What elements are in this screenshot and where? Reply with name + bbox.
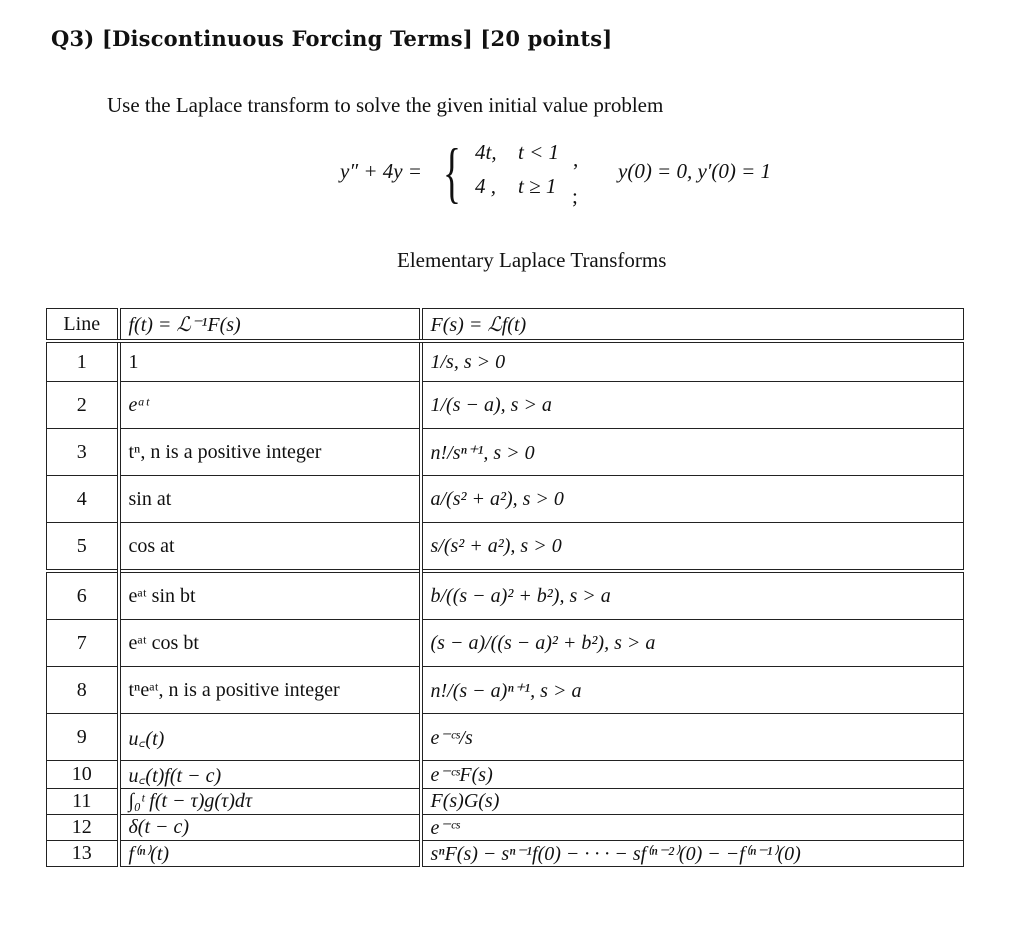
row-f: eᵃᵗ sin bt <box>119 571 421 620</box>
row-f: sin at <box>119 476 421 523</box>
row-line: 2 <box>47 382 119 429</box>
case2-condition: t ≥ 1 <box>518 174 557 198</box>
row-F: n!/(s − a)ⁿ⁺¹, s > a <box>421 667 964 714</box>
table-row <box>47 341 964 382</box>
table-row <box>47 761 964 789</box>
equation-separator: ’ ; <box>572 159 579 208</box>
header-line: Line <box>47 309 119 342</box>
row-F: sⁿF(s) − sⁿ⁻¹f(0) − · · · − sf⁽ⁿ⁻²⁾(0) − −f⁽ⁿ⁻¹⁾(0) <box>421 841 964 867</box>
row-line: 6 <box>47 571 119 620</box>
row-f: tⁿeᵃᵗ, n is a positive integer <box>119 667 421 714</box>
header-F: F(s) = ℒf(t) <box>421 309 964 342</box>
row-F: s/(s² + a²), s > 0 <box>421 523 964 572</box>
row-f: cos at <box>119 523 421 572</box>
row-F: b/((s − a)² + b²), s > a <box>421 571 964 620</box>
row-f: tⁿ, n is a positive integer <box>119 429 421 476</box>
initial-conditions: y(0) = 0, y′(0) = 1 <box>618 159 772 183</box>
row-F: e⁻ᶜˢF(s) <box>421 761 964 789</box>
problem-instruction: Use the Laplace transform to solve the given initial value problem <box>107 93 664 117</box>
case1-value: 4t, <box>475 140 497 164</box>
table-header-row <box>47 309 964 342</box>
table-title: Elementary Laplace Transforms <box>397 248 667 272</box>
row-f: ∫₀ᵗ f(t − τ)g(τ)dτ <box>119 789 421 815</box>
row-F: 1/(s − a), s > a <box>421 382 964 429</box>
row-f: u꜀(t) <box>119 714 421 761</box>
row-line: 8 <box>47 667 119 714</box>
row-line: 5 <box>47 523 119 572</box>
row-f: u꜀(t)f(t − c) <box>119 761 421 789</box>
table-row <box>47 523 964 572</box>
row-line: 7 <box>47 620 119 667</box>
table-row <box>47 841 964 867</box>
question-title: Q3) [Discontinuous Forcing Terms] [20 points] <box>51 26 613 51</box>
row-F: (s − a)/((s − a)² + b²), s > a <box>421 620 964 667</box>
row-line: 9 <box>47 714 119 761</box>
row-F: e⁻ᶜˢ/s <box>421 714 964 761</box>
case1-condition: t < 1 <box>518 140 560 164</box>
table-row <box>47 714 964 761</box>
row-F: n!/sⁿ⁺¹, s > 0 <box>421 429 964 476</box>
left-brace: { <box>443 134 461 210</box>
case2-value: 4 , <box>475 174 496 198</box>
equation-lhs: y″ + 4y = <box>340 159 422 183</box>
table-row <box>47 476 964 523</box>
row-line: 12 <box>47 815 119 841</box>
table-row <box>47 620 964 667</box>
row-line: 1 <box>47 341 119 382</box>
table-row <box>47 429 964 476</box>
row-line: 4 <box>47 476 119 523</box>
row-line: 10 <box>47 761 119 789</box>
header-f: f(t) = ℒ⁻¹F(s) <box>119 309 421 342</box>
row-f: f⁽ⁿ⁾(t) <box>119 841 421 867</box>
table-row <box>47 815 964 841</box>
laplace-transform-table <box>46 308 964 867</box>
row-F: e⁻ᶜˢ <box>421 815 964 841</box>
table-row <box>47 789 964 815</box>
row-F: F(s)G(s) <box>421 789 964 815</box>
table-row <box>47 667 964 714</box>
row-F: a/(s² + a²), s > 0 <box>421 476 964 523</box>
row-F: 1/s, s > 0 <box>421 341 964 382</box>
table-row <box>47 382 964 429</box>
row-line: 11 <box>47 789 119 815</box>
row-line: 3 <box>47 429 119 476</box>
row-f: δ(t − c) <box>119 815 421 841</box>
row-f: 1 <box>119 341 421 382</box>
row-line: 13 <box>47 841 119 867</box>
row-f: eᵃᵗ <box>119 382 421 429</box>
table-row <box>47 571 964 620</box>
row-f: eᵃᵗ cos bt <box>119 620 421 667</box>
